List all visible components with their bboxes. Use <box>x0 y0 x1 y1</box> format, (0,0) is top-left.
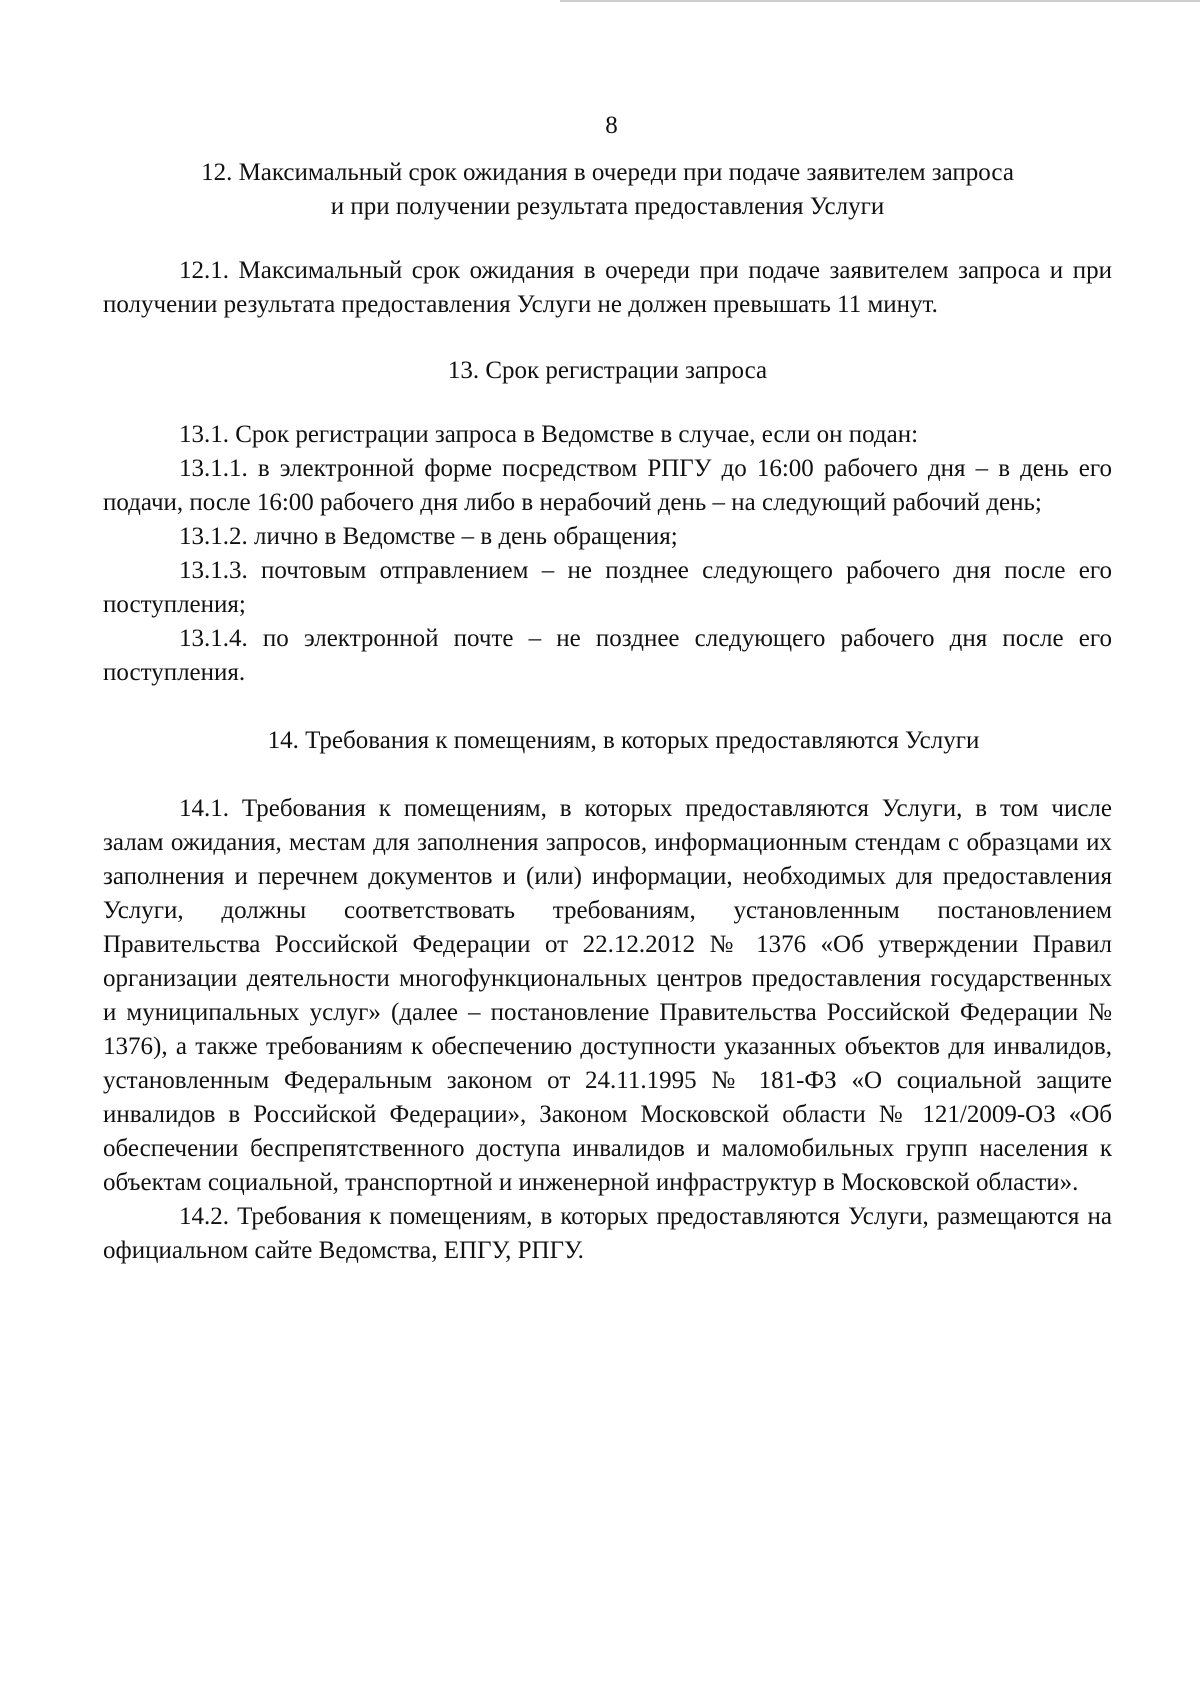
paragraph-14-2: 14.2. Требования к помещениям, в которых предоставляются Услуги, размещаются на официальном сайте Ведомства, ЕПГУ, РПГУ. <box>103 1203 1112 1264</box>
paragraph-13-1-4: 13.1.4. по электронной почте – не позднее следующего рабочего дня после его поступления. <box>103 625 1112 686</box>
paragraph-13-1-3: 13.1.3. почтовым отправлением – не позднее следующего рабочего дня после его поступления; <box>103 557 1112 618</box>
paragraph-13-1: 13.1. Срок регистрации запроса в Ведомстве в случае, если он подан: <box>179 421 919 448</box>
scan-top-edge <box>560 0 1200 2</box>
section-12-heading-line-1: 12. Максимальный срок ожидания в очереди при подаче заявителем запроса <box>201 159 1014 186</box>
paragraph-13-1-1: 13.1.1. в электронной форме посредством РПГУ до 16:00 рабочего дня – в день его подачи, после 16:00 рабочего дня либо в нерабочий день – на следующий рабочий день; <box>103 455 1112 516</box>
section-14-heading: 14. Требования к помещениям, в которых предоставляются Услуги <box>267 727 980 754</box>
paragraph-14-1: 14.1. Требования к помещениям, в которых предоставляются Услуги, в том числе залам ожидания, местам для заполнения запросов, информационным стендам с образцами их заполнения и перечнем документов и (или) информации, необходимых для предоставления Услуги, должны соответствовать требованиям, установленным постановлением Правительства Российской Федерации от 22.12.2012 № 1376 «Об утверждении Правил организации деятельности многофункциональных центров предоставления государственных и муниципальных услуг» (далее – постановление Правительства Российской Федерации № 1376), а также требованиям к обеспечению доступности указанных объектов для инвалидов, установленным Федеральным законом от 24.11.1995 № 181-ФЗ «О социальной защите инвалидов в Российской Федерации», Законом Московской области № 121/2009-ОЗ «Об обеспечении беспрепятственного доступа инвалидов и маломобильных групп населения к объектам социальной, транспортной и инженерной инфраструктур в Московской области». <box>103 795 1112 1196</box>
paragraph-12-1: 12.1. Максимальный срок ожидания в очереди при подаче заявителем запроса и при получении результата предоставления Услуги не должен превышать 11 минут. <box>103 257 1112 318</box>
section-13-heading: 13. Срок регистрации запроса <box>447 357 768 384</box>
document-page <box>103 108 1112 1268</box>
paragraph-13-1-2: 13.1.2. лично в Ведомстве – в день обращения; <box>179 523 678 550</box>
page-number: 8 <box>605 112 618 139</box>
section-12-heading-line-2: и при получении результата предоставления Услуги <box>330 193 885 220</box>
